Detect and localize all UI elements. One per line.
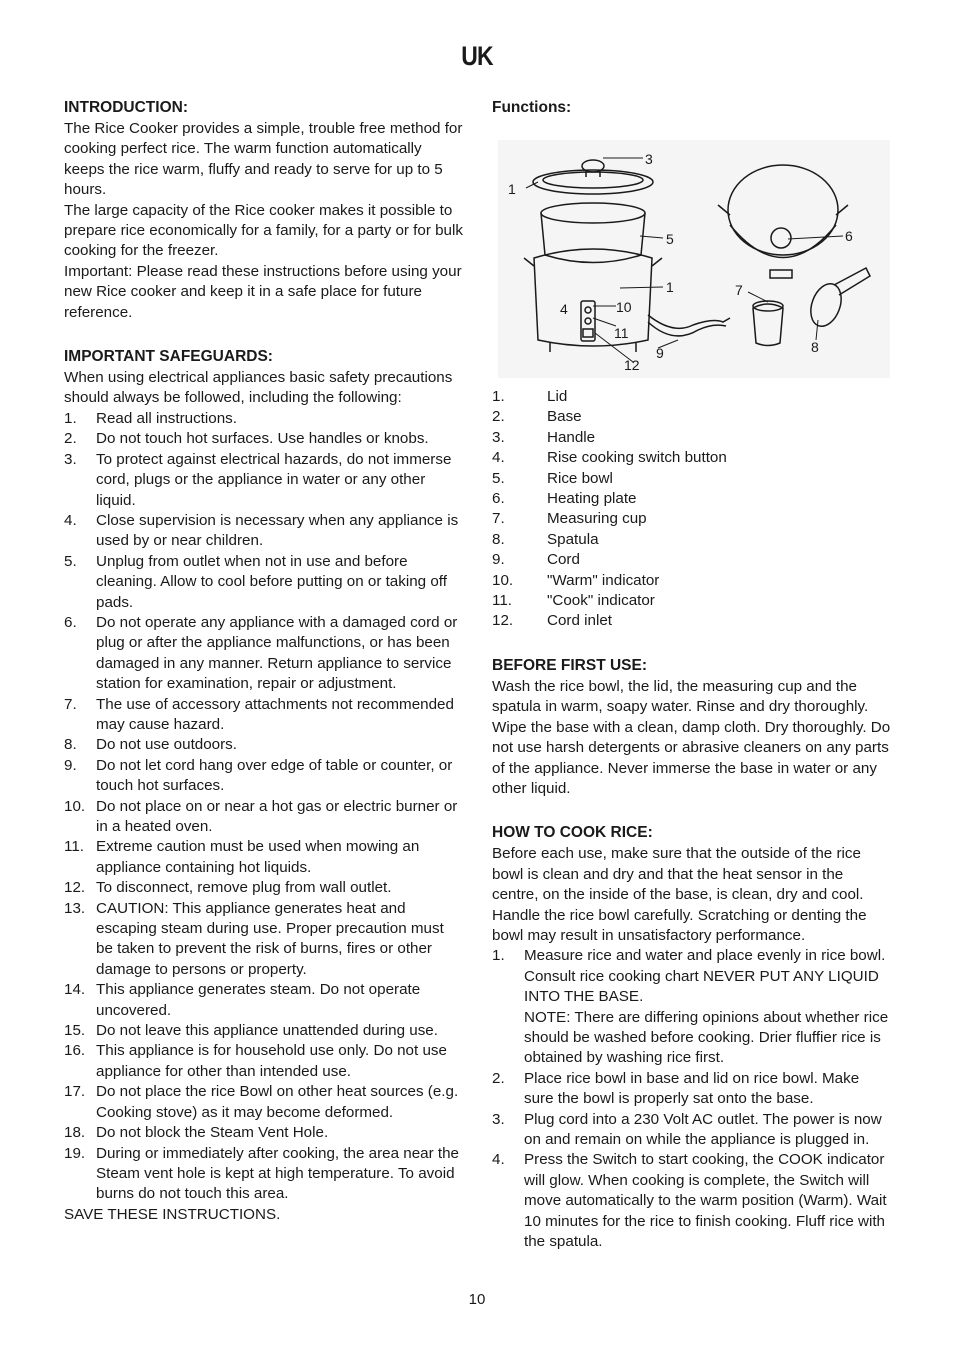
callout-label: 6 <box>845 228 853 244</box>
list-item <box>492 387 892 407</box>
callout-label: 1 <box>508 181 516 197</box>
item-number: 18. <box>64 1124 86 1142</box>
list-item <box>64 837 464 878</box>
item-number: 1. <box>492 388 505 405</box>
item-text-body: During or immediately after cooking, the area near the Steam vent hole is kept at high temperature. To avoid burns do not touch this area. <box>96 1144 460 1203</box>
callout-label: 3 <box>645 151 653 167</box>
item-text-body: Measure rice and water and place evenly in rice bowl. Consult rice cooking chart NEVER PUT ANY LIQUID INTO THE BASE. <box>524 947 886 1006</box>
item-text <box>96 613 464 695</box>
item-text <box>96 837 464 878</box>
callout-label: 4 <box>560 301 568 317</box>
safeguards-footer: SAVE THESE INSTRUCTIONS. <box>64 1205 281 1223</box>
item-number: 16. <box>64 1042 86 1060</box>
safeguards-intro: When using electrical appliances basic safety precautions should always be followed, including the following: <box>64 369 453 407</box>
list-item <box>64 1123 464 1143</box>
item-text <box>96 1021 464 1041</box>
item-note: NOTE: There are differing opinions about whether rice should be washed before cooking. Drier fluffier rice is obtained by washing rice first. <box>524 1008 889 1067</box>
list-item <box>492 946 892 1068</box>
list-item <box>64 613 464 695</box>
item-text <box>524 1110 892 1151</box>
list-item <box>492 1110 892 1151</box>
list-item <box>492 1069 892 1110</box>
rice-cooker-diagram <box>498 140 890 378</box>
item-text-body: Do not touch hot surfaces. Use handles or knobs. <box>96 430 429 448</box>
list-item <box>492 428 892 448</box>
item-number: 15. <box>64 1022 86 1040</box>
list-item <box>64 409 464 429</box>
list-item <box>64 552 464 613</box>
item-text-body: Cord <box>547 551 580 569</box>
item-number: 6. <box>64 613 77 631</box>
item-text <box>96 409 464 429</box>
item-number: 14. <box>64 981 86 999</box>
item-text-body: Do not place on or near a hot gas or electric burner or in a heated oven. <box>96 797 458 835</box>
item-text <box>96 511 464 552</box>
introduction-paragraph: Important: Please read these instructions before using your new Rice cooker and keep it in a safe place for future reference. <box>64 262 462 321</box>
item-text-body: To protect against electrical hazards, do not immerse cord, plugs or the appliance in water or any other liquid. <box>96 450 452 509</box>
list-item <box>64 1021 464 1041</box>
list-item <box>64 450 464 511</box>
item-text <box>547 448 892 468</box>
item-text <box>547 571 892 591</box>
item-text-body: Place rice bowl in base and lid on rice bowl. Make sure the bowl is properly sat onto the base. <box>524 1069 860 1108</box>
item-text <box>524 1069 892 1110</box>
item-text <box>547 469 892 489</box>
item-number: 9. <box>64 756 77 774</box>
heating-plate-shape <box>728 165 838 255</box>
item-text <box>547 387 892 407</box>
how-to-cook-heading: HOW TO COOK RICE: <box>492 824 653 842</box>
item-text-body: To disconnect, remove plug from wall outlet. <box>96 879 392 897</box>
how-to-cook-intro: Before each use, make sure that the outside of the rice bowl is clean and dry and that the heat sensor in the centre, on the inside of the base, is clean, dry and cool. Handle the rice bowl carefully. Scratching or denting the bowl may result in unsatisfactory performance. <box>492 845 867 944</box>
list-item <box>64 429 464 449</box>
item-number: 10. <box>492 571 514 589</box>
item-text <box>547 509 892 529</box>
spatula-shape <box>805 280 846 331</box>
lid-shape <box>533 170 653 194</box>
item-text-body: Do not leave this appliance unattended during use. <box>96 1022 438 1040</box>
item-text <box>96 450 464 511</box>
introduction-paragraph: The Rice Cooker provides a simple, trouble free method for cooking perfect rice. The warm function automatically keeps the rice warm, fluffy and ready to serve for up to 5 hours. <box>64 120 463 199</box>
list-item <box>64 695 464 736</box>
safeguards-list <box>64 409 464 1205</box>
right-column <box>492 387 892 1252</box>
item-text <box>547 591 892 611</box>
item-text-body: Cord inlet <box>547 612 612 630</box>
item-text-body: Do not block the Steam Vent Hole. <box>96 1124 329 1142</box>
list-item <box>492 448 892 468</box>
item-text-body: Unplug from outlet when not in use and before cleaning. Allow to cool before putting on or taking off pads. <box>96 552 447 611</box>
list-item <box>64 735 464 755</box>
safeguards-heading: IMPORTANT SAFEGUARDS: <box>64 348 273 366</box>
item-text-body: Measuring cup <box>547 510 647 528</box>
item-text-body: Do not let cord hang over edge of table or counter, or touch hot surfaces. <box>96 756 453 795</box>
item-text <box>96 1041 464 1082</box>
item-text <box>524 1150 892 1252</box>
item-text-body: Rise cooking switch button <box>547 449 727 467</box>
item-text-body: Close supervision is necessary when any appliance is used by or near children. <box>96 511 459 550</box>
item-number: 3. <box>492 1110 505 1128</box>
item-text-body: Base <box>547 408 582 426</box>
item-text-body: Do not operate any appliance with a damaged cord or plug or after the appliance malfunctions, or has been damaged in any manner. Return appliance to service station for examination, repair or adjustment. <box>96 613 458 693</box>
item-text-body: Read all instructions. <box>96 409 237 427</box>
item-text <box>96 878 464 898</box>
item-text-body: Rice bowl <box>547 469 613 487</box>
page-number: 10 <box>468 1291 486 1308</box>
item-number: 7. <box>64 695 77 713</box>
list-item <box>64 899 464 981</box>
list-item <box>64 1144 464 1205</box>
cook-steps-list <box>492 946 892 1252</box>
item-number: 13. <box>64 899 86 917</box>
list-item <box>492 550 892 570</box>
list-item <box>492 571 892 591</box>
item-text <box>96 797 464 838</box>
functions-heading: Functions: <box>492 99 572 116</box>
list-item <box>492 530 892 550</box>
item-text-body: Lid <box>547 388 568 405</box>
list-item <box>492 611 892 631</box>
figure-callouts <box>508 151 853 373</box>
item-text-body: This appliance generates steam. Do not operate uncovered. <box>96 981 421 1019</box>
item-text <box>547 489 892 509</box>
rice-bowl-shape <box>541 203 645 223</box>
item-text-body: The use of accessory attachments not recommended may cause hazard. <box>96 695 454 733</box>
list-item <box>64 797 464 838</box>
callout-label: 9 <box>656 345 664 361</box>
item-text-body: "Cook" indicator <box>547 592 655 610</box>
item-number: 8. <box>64 736 77 754</box>
item-number: 1. <box>492 947 505 965</box>
item-text <box>96 980 464 1021</box>
callout-label: 8 <box>811 339 819 355</box>
list-item <box>64 980 464 1021</box>
item-text <box>547 428 892 448</box>
item-text-body: Press the Switch to start cooking, the COOK indicator will glow. When cooking is complete, the Switch will move automatically to the warm position (Warm). Wait 10 minutes for the rice to finish cooking. Fluff rice with the spatula. <box>524 1151 887 1251</box>
item-text-body: Plug cord into a 230 Volt AC outlet. The power is now on and remain on while the appliance is plugged in. <box>524 1110 882 1148</box>
item-number: 3. <box>492 428 505 446</box>
item-text <box>547 611 892 631</box>
item-number: 4. <box>64 511 77 529</box>
item-text <box>547 550 892 570</box>
item-text <box>96 1144 464 1205</box>
item-number: 2. <box>492 408 505 426</box>
item-text <box>96 735 464 755</box>
list-item <box>492 509 892 529</box>
item-text-body: Spatula <box>547 530 599 548</box>
item-number: 4. <box>492 449 505 467</box>
item-text <box>96 429 464 449</box>
callout-label: 12 <box>624 357 640 373</box>
item-number: 4. <box>492 1151 505 1169</box>
list-item <box>64 878 464 898</box>
item-text-body: "Warm" indicator <box>547 571 660 589</box>
item-number: 1. <box>64 409 77 427</box>
callout-label: 11 <box>614 325 629 341</box>
rice-cooker-illustration <box>498 140 890 378</box>
list-item <box>492 489 892 509</box>
item-number: 9. <box>492 551 505 569</box>
list-item <box>492 407 892 427</box>
callout-label: 7 <box>735 282 743 298</box>
item-number: 3. <box>64 450 77 468</box>
item-text-body: Heating plate <box>547 490 637 508</box>
callout-label: 1 <box>666 279 674 295</box>
item-text-body: Handle <box>547 428 596 446</box>
list-item <box>64 1082 464 1123</box>
item-text <box>524 946 892 1068</box>
item-number: 11. <box>64 838 84 856</box>
item-text <box>96 695 464 736</box>
item-number: 10. <box>64 797 86 815</box>
left-column <box>64 97 464 1225</box>
item-number: 12. <box>64 879 86 897</box>
item-number: 7. <box>492 510 505 528</box>
item-text-body: Do not use outdoors. <box>96 736 237 754</box>
item-text <box>96 1123 464 1143</box>
item-number: 12. <box>492 612 514 630</box>
list-item <box>64 756 464 797</box>
item-number: 5. <box>492 469 505 487</box>
before-first-use-text: Wash the rice bowl, the lid, the measuring cup and the spatula in warm, soapy water. Rinse and dry thoroughly. Wipe the base with a clean, damp cloth. Dry thoroughly. Do not use harsh detergents or abrasive cleaners on any parts of the appliance. Never immerse the base in water or any other liquid. <box>492 677 891 797</box>
item-number: 19. <box>64 1144 86 1162</box>
item-number: 8. <box>492 530 505 548</box>
page-header: UK <box>461 41 493 71</box>
item-text-body: CAUTION: This appliance generates heat and escaping steam during use. Proper precaution must be taken to prevent the risk of burns, fires or other damage to persons or property. <box>96 899 444 978</box>
list-item <box>492 591 892 611</box>
list-item <box>492 1150 892 1252</box>
item-text-body: This appliance is for household use only. Do not use appliance for other than intended use. <box>96 1042 447 1080</box>
item-number: 2. <box>492 1069 505 1087</box>
callout-label: 5 <box>666 231 674 247</box>
item-number: 2. <box>64 430 77 448</box>
item-text <box>547 530 892 550</box>
introduction-paragraph: The large capacity of the Rice cooker makes it possible to prepare rice economically for a family, for a party or for bulk cooking for the freezer. <box>64 201 463 260</box>
item-text <box>96 552 464 613</box>
item-number: 11. <box>492 592 512 610</box>
list-item <box>64 1041 464 1082</box>
item-text <box>96 1082 464 1123</box>
item-text <box>547 407 892 427</box>
callout-label: 10 <box>616 299 632 315</box>
item-number: 17. <box>64 1083 86 1101</box>
item-number: 5. <box>64 552 77 570</box>
item-text-body: Do not place the rice Bowl on other heat sources (e.g. Cooking stove) as it may become deformed. <box>96 1083 459 1121</box>
item-text <box>96 899 464 981</box>
introduction-heading: INTRODUCTION: <box>64 99 188 116</box>
item-text-body: Extreme caution must be used when mowing an appliance containing hot liquids. <box>96 838 420 876</box>
list-item <box>64 511 464 552</box>
item-text <box>96 756 464 797</box>
list-item <box>492 469 892 489</box>
item-number: 6. <box>492 490 505 508</box>
before-first-use-heading: BEFORE FIRST USE: <box>492 656 648 674</box>
functions-list <box>492 387 892 632</box>
